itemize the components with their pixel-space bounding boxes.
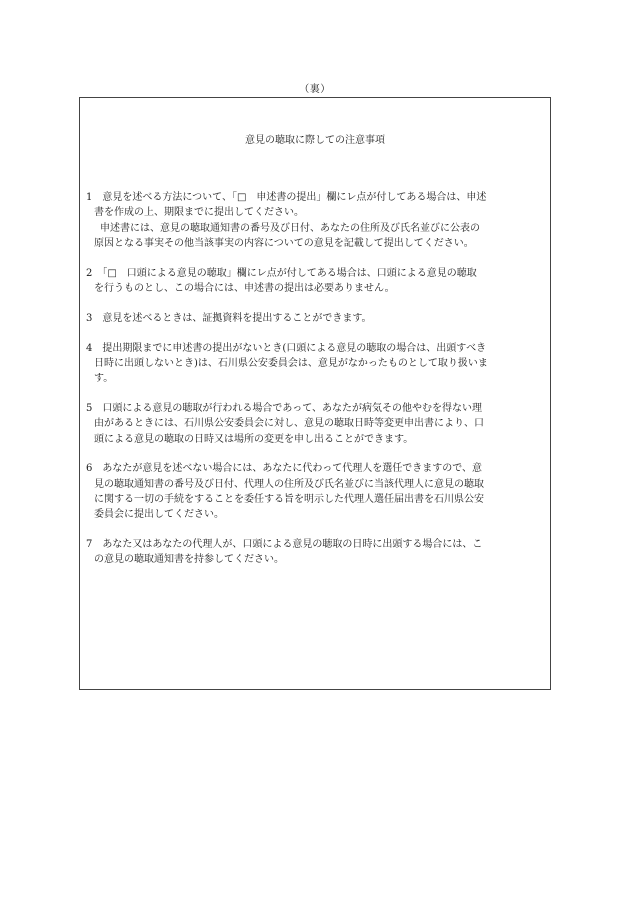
notice-line: 4 提出期限までに申述書の提出がないとき(口頭による意見の聴取の場合は、出頭すべき	[86, 342, 487, 354]
notice-line: 6 あなたが意見を述べない場合には、あなたに代わって代理人を選任できますので、意	[86, 463, 483, 475]
notice-line: 5 口頭による意見の聴取が行われる場合であって、あなたが病気その他やむを得ない理	[86, 402, 483, 414]
notice-line: に関する一切の手続をすることを委任する旨を明示した代理人選任届出書を石川県公安	[94, 493, 484, 505]
notice-line: 2 「□ 口頭による意見の聴取」欄にレ点が付してある場合は、口頭による意見の聴取	[86, 267, 477, 279]
notice-line: 7 あなた又はあなたの代理人が、口頭による意見の聴取の日時に出頭する場合には、こ	[86, 539, 483, 551]
notice-line: 由があるときには、石川県公安委員会に対し、意見の聴取日時等変更申出書により、口	[94, 418, 484, 430]
notice-line: 申述書には、意見の聴取通知書の番号及び日付、あなたの住所及び氏名並びに公表の	[100, 222, 480, 234]
notice-item-5	[86, 401, 546, 447]
notice-item-4	[86, 341, 546, 387]
notice-line: 頭による意見の聴取の日時又は場所の変更を申し出ることができます。	[94, 433, 414, 445]
document-title: 意見の聴取に際しての注意事項	[245, 135, 385, 146]
notice-line: を行うものとし、この場合には、申述書の提出は必要ありません。	[94, 282, 395, 294]
notice-item-1	[86, 190, 546, 251]
notice-line: 書を作成の上、期限までに提出してください。	[94, 207, 304, 219]
notice-line: 原因となる事実その他当該事実の内容についての意見を記載して提出してください。	[94, 237, 474, 249]
notice-item-7	[86, 537, 546, 568]
notice-items	[86, 190, 546, 582]
notice-line: 3 意見を述べるときは、証拠資料を提出することができます。	[86, 312, 372, 324]
notice-item-6	[86, 461, 546, 522]
notice-line: 1 意見を述べる方法について、「□ 申述書の提出」欄にレ点が付してある場合は、申述	[86, 192, 487, 203]
notice-line: 委員会に提出してください。	[94, 509, 224, 521]
notice-item-2	[86, 266, 546, 297]
notice-line: す。	[94, 373, 114, 385]
page-side-label: （裏）	[299, 84, 331, 95]
notice-line: 見の聴取通知書の番号及び日付、代理人の住所及び氏名並びに当該代理人に意見の聴取	[94, 478, 484, 490]
notice-line: の意見の聴取通知書を持参してください。	[94, 554, 284, 566]
notice-item-3	[86, 311, 546, 326]
notice-line: 日時に出頭しないとき)は、石川県公安委員会は、意見がなかったものとして取り扱いま	[94, 357, 488, 369]
